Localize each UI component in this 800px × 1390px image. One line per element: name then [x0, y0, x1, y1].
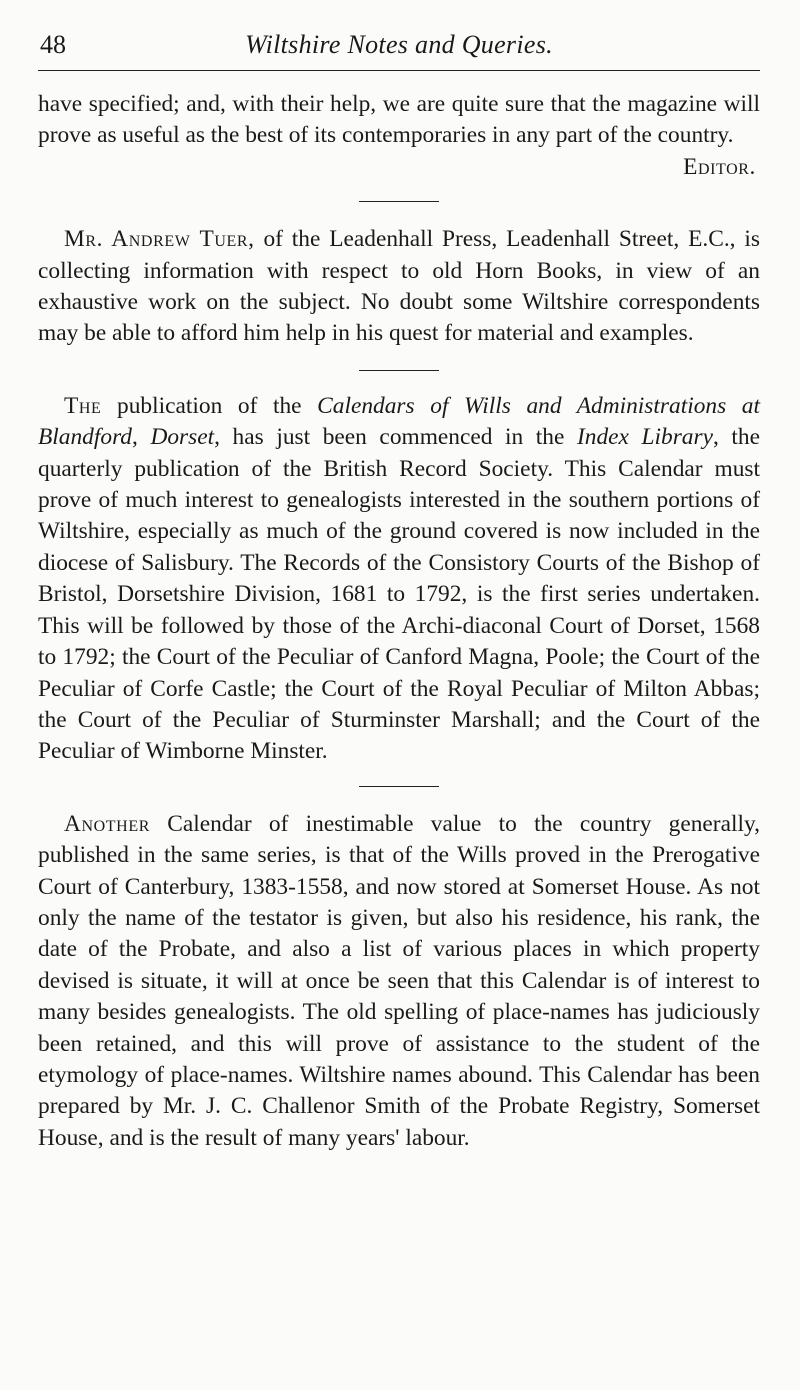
paragraph-body: , the quarterly publication of the British Record Society. This Calendar must prove of much interest to genealogists interested in the southern portions of Wiltshire, especially as much of the ground covered is now included in the diocese of Salisbury. The Records of the Consistory Courts of the Bishop of Bristol, Dorsetshire Division, 1681 to 1792, is the first series undertaken. This will be followed by those of the Archi-diaconal Court of Dorset, 1568 to 1792; the Court of the Peculiar of Canford Magna, Poole; the Court of the Peculiar of Corfe Castle; the Court of the Royal Peculiar of Milton Abbas; the Court of the Peculiar of Sturminster Marshall; and the Court of the Peculiar of Wimborne Minster.	[38, 424, 760, 765]
paragraph-editorial-close: have specified; and, with their help, we are quite sure that the magazine will prove as useful as the best of its contemporaries in any part of the country.	[38, 91, 760, 149]
lead-words: Another	[64, 810, 150, 837]
title-calendars: Calendars of Wills and Administrations at Blandford	[38, 392, 760, 451]
place-dorset: Dorset	[150, 424, 215, 451]
journal-title: Wiltshire Notes and Queries.	[245, 30, 553, 59]
page-number: 48	[40, 30, 66, 59]
editor-signature	[38, 152, 760, 183]
lead-words: The	[64, 392, 102, 419]
paragraph-canterbury-wills	[38, 809, 760, 1154]
lead-words: Mr. Andrew Tuer,	[64, 226, 255, 253]
running-head	[38, 24, 760, 71]
paragraph-blandford-calendars: The publication of the Calendars of Wills and Administrations at Blandford, Dorset, has just been commenced in the Index Library, the quarterly publication of the British Record Society. This Calendar must prove of much interest to genealogists interested in the southern portions of Wiltshire, especially as much of the ground covered is now included in the diocese of Salisbury. The Records of the Consistory Courts of the Bishop of Bristol, Dorsetshire Division, 1681 to 1792, is the first series undertaken. This will be followed by those of the Archi-diaconal Court of Dorset, 1568 to 1792; the Court of the Peculiar of Canford Magna, Poole; the Court of the Peculiar of Corfe Castle; the Court of the Royal Peculiar of Milton Abbas; the Court of the Peculiar of Sturminster Marshall; and the Court of the Peculiar of Wimborne Minster.	[38, 392, 760, 765]
section-divider	[359, 786, 439, 787]
signature-text: Editor.	[683, 153, 756, 180]
paragraph-body: of the Leadenhall Press, Leadenhall Street, E.C., is collecting information with respect to old Horn Books, in view of an exhaustive work on the subject. No doubt some Wiltshire correspondents may be able to afford him help in his quest for material and examples.	[38, 226, 760, 347]
page	[38, 24, 760, 1154]
paragraph-horn-books	[38, 224, 760, 350]
title-index-library: Index Library	[576, 424, 713, 451]
section-divider	[359, 201, 439, 202]
section-divider	[359, 370, 439, 371]
paragraph-body: Calendar of inestimable value to the country generally, published in the same series, is that of the Wills proved in the Prerogative Court of Canterbury, 1383-1558, and now stored at Somerset House. As not only the name of the testator is given, but also his residence, his rank, the date of the Probate, and also a list of various places in which property devised is situate, it will at once be seen that this Calendar is of interest to many besides genealogists. The old spelling of place-names has judiciously been retained, and this will prove of assistance to the student of the etymology of place-names. Wiltshire names abound. This Calendar has been prepared by Mr. J. C. Challenor Smith of the Probate Registry, Somerset House, and is the result of many years' labour.	[38, 810, 760, 1151]
